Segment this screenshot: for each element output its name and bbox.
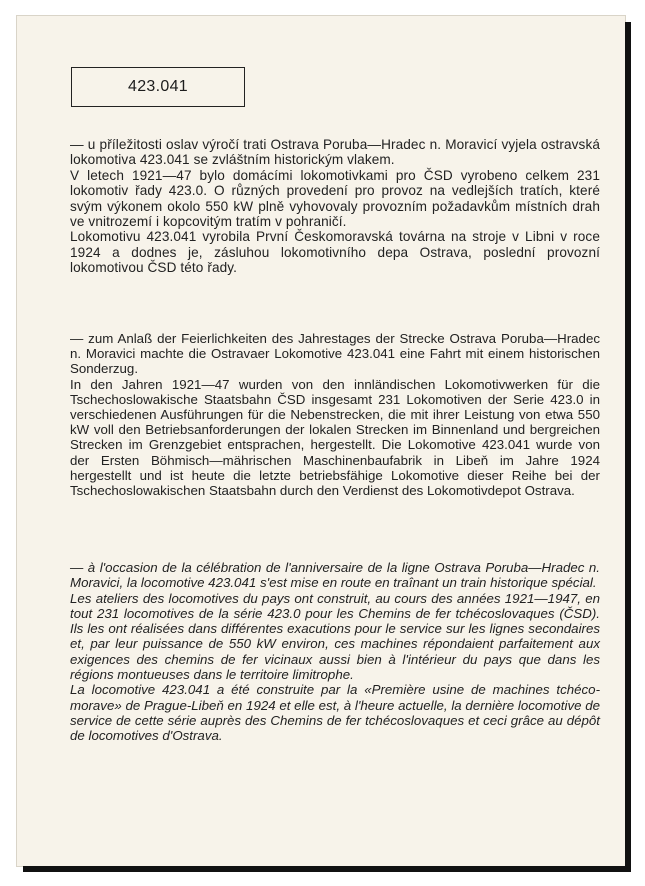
postcard-back — [17, 16, 625, 866]
locomotive-number: 423.041 — [128, 78, 188, 95]
czech-text — [70, 137, 600, 276]
czech-paragraph-3: Lokomotivu 423.041 vyrobila První Českomoravská továrna na stroje v Libni v roce 1924 a dodnes je, zásluhou lokomotivního depa Ostrava, poslední provozní lokomotivou ČSD této řady. — [70, 229, 600, 276]
french-paragraph-3: La locomotive 423.041 a été construite par la «Première usine de machines tchéco-morave» de Prague-Libeň en 1924 et elle est, à l'heure actuelle, la dernière locomotive de service de cette série auprès des Chemins de fer tchécoslovaques et ceci grâce au dépôt de locomotives d'Ostrava. — [70, 682, 600, 744]
german-text — [70, 331, 600, 498]
czech-paragraph-2: V letech 1921—47 bylo domácími lokomotivkami pro ČSD vyrobeno celkem 231 lokomotiv řady 423.0. O různých provedení pro provoz na vedlejších tratích, které svým výkonem okolo 550 kW plně vyhovovaly provozním požadavkům místních drah ve vnitrozemí i kopcovitým tratím v pohraničí. — [70, 167, 600, 230]
czech-paragraph-1: — u příležitosti oslav výročí trati Ostrava Poruba—Hradec n. Moravicí vyjela ostravská lokomotiva 423.041 se zvláštním historickým vlakem. — [70, 137, 600, 168]
german-paragraph-2: In den Jahren 1921—47 wurden von den innländischen Lokomotivwerken für die Tschechoslowakische Staatsbahn ČSD insgesamt 231 Lokomotiven der Serie 423.0 in verschiedenen Ausführungen für die Nebenstrecken, die mit ihrer Leistung von etwa 550 kW voll den Betriebsanforderungen der lokalen Strecken im Binnenland und bergreichen Strecken im Grenzgebiet entsprachen, hergestellt. Die Lokomotive 423.041 wurde von der Ersten Böhmisch—mährischen Maschinenbaufabrik in Libeň im Jahre 1924 hergestellt und ist heute die letzte betriebsfähige Lokomotive dieser Reihe bei der Tschechoslowakischen Staatsbahn durch den Verdienst des Lokomotivdepot Ostrava. — [70, 376, 600, 499]
french-paragraph-2: Les ateliers des locomotives du pays ont construit, au cours des années 1921—1947, en tout 231 locomotives de la série 423.0 pour les Chemins de fer tchécoslovaques (ČSD). Ils les ont réalisées dans différentes exacutions pour le service sur les lignes secondaires et, par leur puissance de 550 kW environ, ces machines répondaient parfaitement aux exigences des chemins de fer vicinaux aussi bien à l'intérieur du pays que dans les régions montueuses dans le territoire limitrophe. — [70, 590, 600, 683]
german-paragraph-1: — zum Anlaß der Feierlichkeiten des Jahrestages der Strecke Ostrava Poruba—Hradec n. Moravici machte die Ostravaer Lokomotive 423.041 eine Fahrt mit einem historischen Sonderzug. — [70, 331, 600, 377]
french-paragraph-1: — à l'occasion de la célébration de l'anniversaire de la ligne Ostrava Poruba—Hradec n. Moravici, la locomotive 423.041 s'est mise en route en traînant un train historique spécial. — [70, 560, 600, 591]
locomotive-number-box — [71, 67, 245, 107]
french-text — [70, 560, 600, 744]
